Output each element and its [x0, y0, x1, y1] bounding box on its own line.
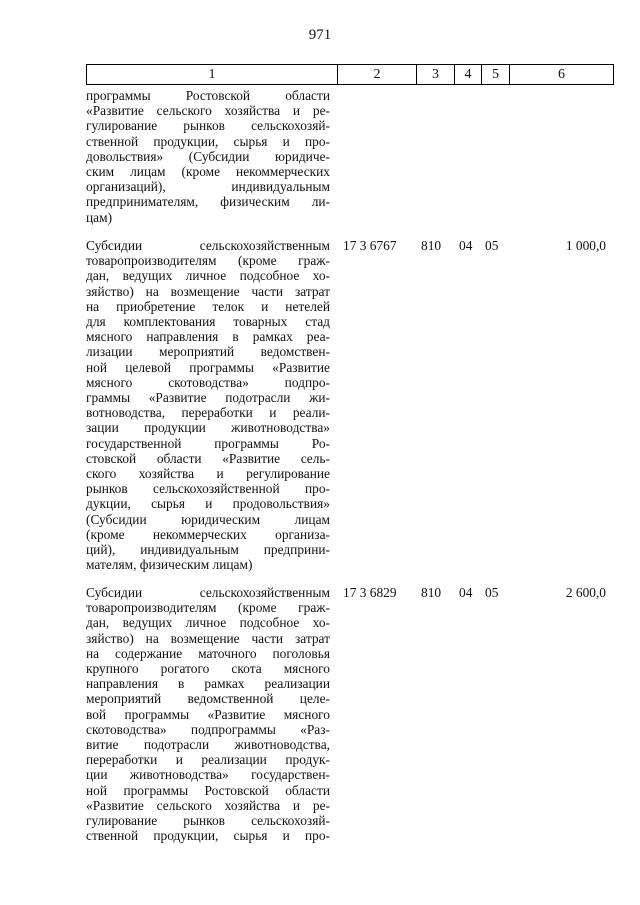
column-header-row: [87, 65, 614, 85]
description-line: для комплектования товарных стад: [86, 314, 330, 330]
description-line: стовской области «Развитие сель-: [86, 450, 330, 466]
description-line: (Субсидии юридическим лицам: [86, 511, 330, 527]
description-line: гулирование рынков сельскохозяй-: [86, 813, 330, 829]
description-line: товаропроизводителям (кроме граж-: [86, 253, 330, 269]
description-line: ского хозяйства и регулирование: [86, 466, 330, 482]
expense-type-code: 810: [421, 238, 442, 253]
description-line: (кроме некоммерческих организа-: [86, 526, 330, 542]
description-line: направления в рамках реализации: [86, 676, 330, 692]
description-line: дукции, сырья и продовольствия»: [86, 496, 330, 512]
description-line: довольствия» (Субсидии юридиче-: [86, 148, 330, 164]
row-description: [86, 88, 330, 225]
description-line: организаций), индивидуальным: [86, 179, 330, 195]
description-line: мясного скотоводства» подпро-: [86, 374, 330, 390]
description-line: гулирование рынков сельскохозяй-: [86, 118, 330, 134]
description-line: переработки и реализации продук-: [86, 752, 330, 768]
description-line: зяйство) на возмещение части затрат: [86, 630, 330, 646]
table-row: [86, 238, 614, 585]
description-line: лизации мероприятий ведомствен-: [86, 344, 330, 360]
description-line: вой программы «Развитие мясного: [86, 706, 330, 722]
description-line: зяйство) на возмещение части затрат: [86, 283, 330, 299]
row-description: [86, 585, 330, 843]
description-line: мясного направления в рамках реа-: [86, 329, 330, 345]
description-line: рынков сельскохозяйственной про-: [86, 481, 330, 497]
description-line: вотноводства, переработки и реали-: [86, 405, 330, 421]
description-line: ственной продукции, сырья и про-: [86, 828, 330, 844]
description-line: «Развитие сельского хозяйства и ре-: [86, 103, 330, 119]
section-code: 04: [459, 238, 473, 253]
description-line: ной программы Ростовской области: [86, 782, 330, 798]
table-row: [86, 585, 614, 843]
column-header-3: 3: [417, 65, 455, 85]
description-line: предпринимателям, физическим ли-: [86, 194, 330, 210]
page-number: 971: [308, 27, 332, 43]
description-line: программы Ростовской области: [86, 88, 330, 103]
description-line: ции животноводства» государствен-: [86, 767, 330, 783]
subsection-code: 05: [485, 238, 499, 253]
expense-type-code: 810: [421, 585, 442, 600]
description-line: дан, ведущих личное подсобное хо-: [86, 268, 330, 284]
description-line: товаропроизводителям (кроме граж-: [86, 600, 330, 616]
description-line: государственной программы Ро-: [86, 435, 330, 451]
description-line: цам): [86, 209, 113, 225]
description-line: Субсидии сельскохозяйственным: [86, 585, 330, 600]
description-line: ственной продукции, сырья и про-: [86, 133, 330, 149]
description-line: мероприятий ведомственной целе-: [86, 691, 330, 707]
table-row: [86, 88, 614, 238]
target-article-code: 17 3 6829: [343, 585, 397, 600]
row-description: [86, 238, 330, 572]
subsection-code: 05: [485, 585, 499, 600]
column-header-4: 4: [455, 65, 482, 85]
amount-value: 1 000,0: [565, 238, 606, 253]
description-line: зации продукции животноводства»: [86, 420, 330, 436]
description-line: «Развитие сельского хозяйства и ре-: [86, 797, 330, 813]
description-line: ским лицам (кроме некоммерческих: [86, 164, 330, 180]
target-article-code: 17 3 6767: [343, 238, 397, 253]
section-code: 04: [459, 585, 473, 600]
description-line: мателям, физическим лицам): [86, 557, 253, 573]
amount-value: 2 600,0: [565, 585, 606, 600]
column-header-5: 5: [482, 65, 510, 85]
table-body: [86, 88, 614, 843]
column-header-2: 2: [338, 65, 417, 85]
description-line: Субсидии сельскохозяйственным: [86, 238, 330, 253]
description-line: витие подотрасли животноводства,: [86, 737, 330, 753]
description-line: ций), индивидуальным предприни-: [86, 542, 330, 558]
description-line: граммы «Развитие подотрасли жи-: [86, 390, 330, 406]
column-header-1: 1: [87, 65, 338, 85]
description-line: крупного рогатого скота мясного: [86, 661, 330, 677]
description-line: на содержание маточного поголовья: [86, 645, 330, 661]
description-line: скотоводства» подпрограммы «Раз-: [86, 721, 330, 737]
description-line: дан, ведущих личное подсобное хо-: [86, 615, 330, 631]
column-header-6: 6: [510, 65, 614, 85]
column-header-table: [86, 64, 614, 85]
description-line: на приобретение телок и нетелей: [86, 298, 330, 314]
description-line: ной целевой программы «Развитие: [86, 359, 330, 375]
